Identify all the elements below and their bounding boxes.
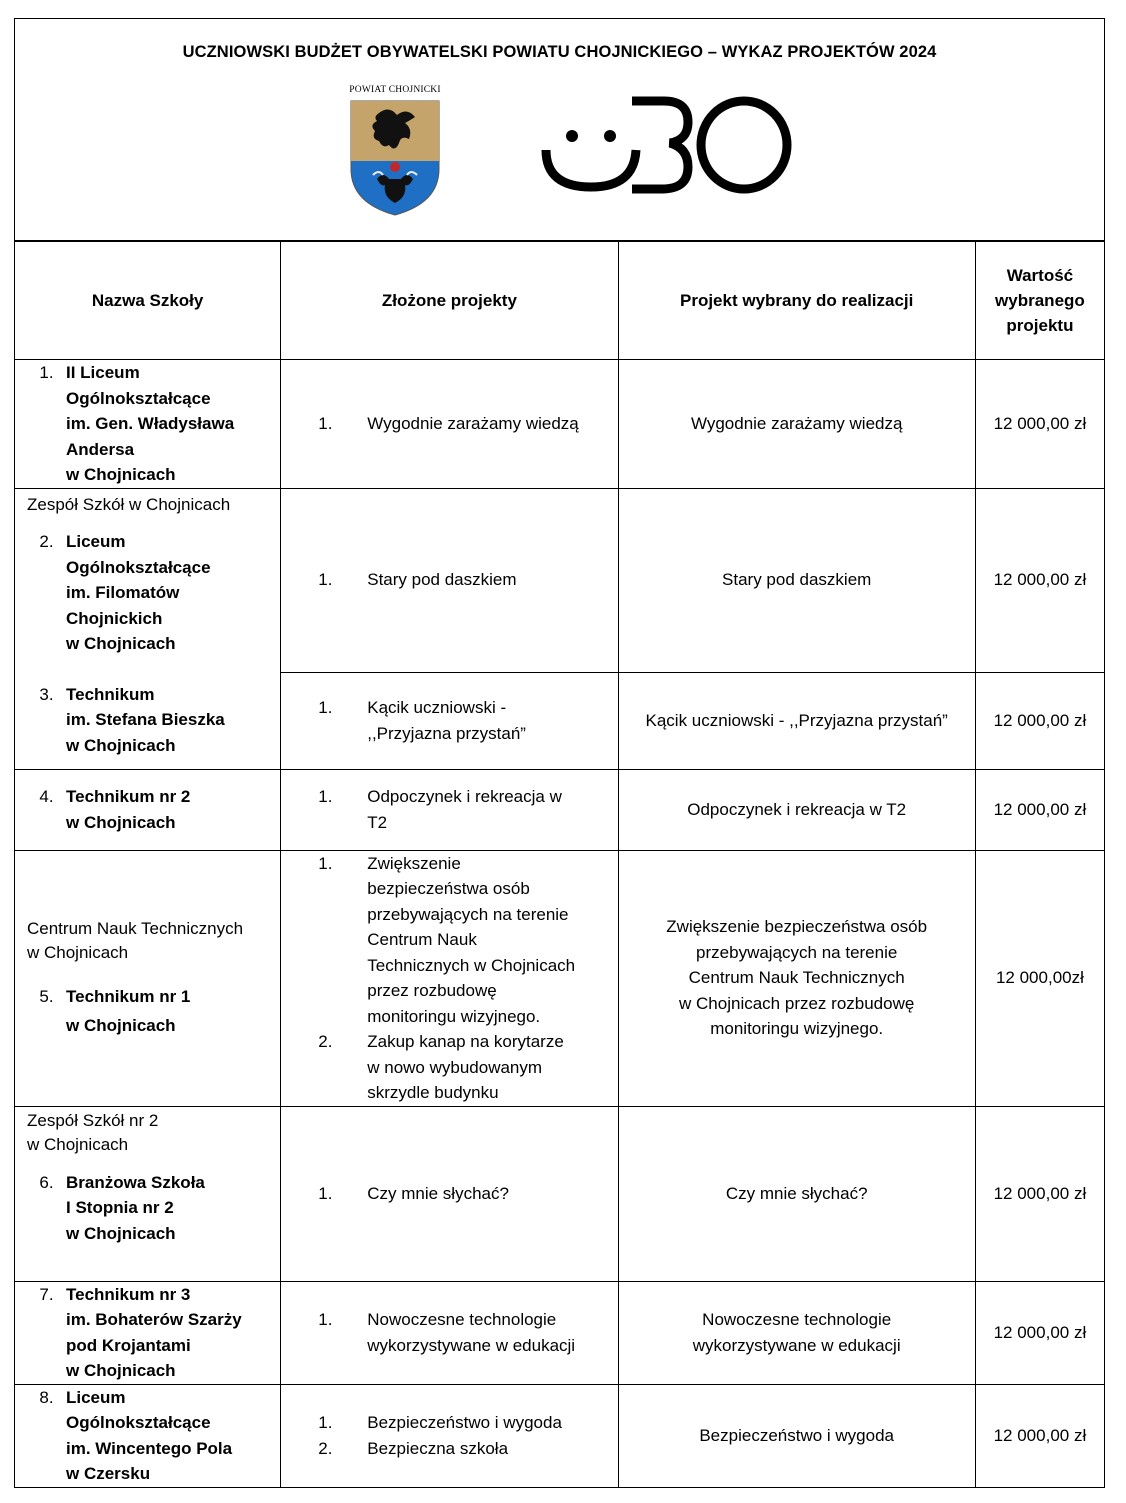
school-group-name (27, 1109, 276, 1158)
document-page (14, 18, 1105, 1488)
school-name-line: im. Bohaterów Szarży (66, 1310, 242, 1329)
value-cell: 12 000,00 zł (975, 769, 1104, 850)
school-number: 1. (39, 363, 54, 382)
submitted-projects-cell (281, 850, 618, 1106)
project-number: 1. (318, 570, 333, 590)
selected-project-line: Centrum Nauk Technicznych (688, 968, 905, 988)
school-number: 2. (39, 532, 54, 551)
project-line: przez rozbudowę (367, 981, 497, 1000)
project-line: Centrum Nauk (367, 930, 477, 949)
school-name-line: w Chojnicach (66, 812, 176, 832)
school-group-line: Centrum Nauk Technicznych (27, 918, 244, 938)
selected-project-line: wykorzystywane w edukacji (692, 1335, 901, 1355)
submitted-projects-cell (281, 769, 618, 850)
submitted-projects-cell (281, 672, 618, 769)
header-selected: Projekt wybrany do realizacji (618, 241, 975, 360)
school-name-line: im. Wincentego Pola (66, 1438, 233, 1458)
selected-project-cell (618, 672, 975, 769)
school-name-line: Andersa (66, 439, 135, 459)
school-name-line: im. Gen. Władysława (66, 414, 235, 433)
project-number: 2. (318, 1032, 333, 1051)
school-name-line: w Chojnicach (66, 1361, 176, 1380)
school-name-line: Technikum nr 2 (66, 787, 191, 806)
selected-project-line: Nowoczesne technologie (702, 1310, 892, 1329)
school-number: 5. (39, 986, 54, 1006)
value-cell: 12 000,00 zł (975, 488, 1104, 672)
table-row (15, 1281, 1105, 1384)
project-line: Odpoczynek i rekreacja w (367, 787, 562, 806)
submitted-projects-cell (281, 360, 618, 489)
table-header-row (15, 241, 1105, 360)
selected-project-cell (618, 1281, 975, 1384)
selected-project-line: Bezpieczeństwo i wygoda (699, 1425, 895, 1445)
selected-project-line: przebywających na terenie (696, 942, 898, 962)
school-cell (15, 769, 281, 850)
school-number: 7. (39, 1284, 54, 1304)
school-name-line: im. Filomatów (66, 583, 180, 602)
submitted-projects-cell (281, 1281, 618, 1384)
school-name-line: Liceum (66, 532, 126, 551)
school-name-line: Chojnickich (66, 608, 163, 628)
selected-project-cell (618, 488, 975, 672)
school-group-line: w Chojnicach (27, 1135, 129, 1154)
selected-project-cell (618, 360, 975, 489)
table-row (15, 1384, 1105, 1487)
school-name-line: im. Stefana Bieszka (66, 710, 225, 729)
school-name-line: Ogólnokształcące (66, 388, 211, 408)
project-line: Stary pod daszkiem (367, 570, 517, 590)
ubo-logo-icon (538, 95, 792, 195)
submitted-projects-cell (281, 1384, 618, 1487)
school-name-line: I Stopnia nr 2 (66, 1198, 174, 1217)
table-row (15, 360, 1105, 489)
value-cell: 12 000,00zł (975, 850, 1104, 1106)
school-group-name: Zespół Szkół w Chojnicach (27, 494, 231, 514)
selected-project-line: Zwiększenie bezpieczeństwa osób (666, 917, 928, 937)
project-number: 1. (318, 853, 333, 873)
project-line: Bezpieczeństwo i wygoda (367, 1413, 562, 1432)
school-name-line: w Chojnicach (66, 634, 176, 653)
selected-project-line: Kącik uczniowski - ,,Przyjazna przystań” (645, 710, 948, 730)
project-number: 1. (318, 787, 333, 806)
school-cell (15, 360, 281, 489)
project-line: przebywających na terenie (367, 904, 569, 924)
project-line: T2 (367, 812, 388, 832)
document-title: UCZNIOWSKI BUDŻET OBYWATELSKI POWIATU CHOJNICKIEGO – WYKAZ PROJEKTÓW 2024 (182, 43, 937, 61)
projects-table (14, 240, 1105, 1488)
value-cell: 12 000,00 zł (975, 672, 1104, 769)
school-number: 4. (39, 787, 54, 806)
project-number: 1. (318, 1310, 333, 1329)
school-cell (15, 1281, 281, 1384)
table-row (15, 488, 1105, 672)
school-name-line: w Chojnicach (66, 1015, 176, 1035)
selected-project-line: Czy mnie słychać? (725, 1183, 868, 1203)
header-value-line: Wartość (1006, 265, 1074, 285)
school-name-line: Technikum nr 1 (66, 986, 191, 1006)
selected-project-line: Odpoczynek i rekreacja w T2 (687, 799, 907, 819)
selected-project-cell (618, 769, 975, 850)
school-name-line: w Chojnicach (66, 465, 176, 484)
value-cell: 12 000,00 zł (975, 1384, 1104, 1487)
document-header (14, 18, 1105, 242)
header-value-line: projektu (1006, 315, 1074, 335)
project-line: Zwiększenie (367, 853, 461, 873)
project-line: Czy mnie słychać? (367, 1183, 509, 1203)
header-submitted: Złożone projekty (281, 241, 618, 360)
project-number: 1. (318, 414, 333, 433)
school-name-line: Technikum nr 3 (66, 1284, 191, 1304)
project-line: Wygodnie zarażamy wiedzą (367, 414, 579, 433)
school-cell (15, 1384, 281, 1487)
table-row (15, 1106, 1105, 1281)
project-line: Kącik uczniowski - (367, 698, 507, 717)
submitted-projects-cell (281, 488, 618, 672)
project-line: ,,Przyjazna przystań” (367, 723, 526, 743)
school-name-line: w Chojnicach (66, 735, 176, 755)
header-value-line: wybranego (995, 290, 1085, 310)
project-line: wykorzystywane w edukacji (367, 1335, 576, 1355)
school-name-line: Ogólnokształcące (66, 1413, 211, 1432)
school-name-line: Liceum (66, 1387, 126, 1407)
project-line: Nowoczesne technologie (367, 1310, 557, 1329)
school-name-line: w Chojnicach (66, 1223, 176, 1243)
school-name-line: w Czersku (66, 1464, 151, 1483)
selected-project-line: Wygodnie zarażamy wiedzą (690, 414, 903, 433)
value-cell: 12 000,00 zł (975, 1106, 1104, 1281)
school-name-line: Ogólnokształcące (66, 557, 211, 577)
selected-project-line: Stary pod daszkiem (722, 570, 872, 590)
project-line: w nowo wybudowanym (367, 1057, 543, 1077)
table-row (15, 850, 1105, 1106)
project-line: Zakup kanap na korytarze (367, 1032, 564, 1051)
school-number: 6. (39, 1172, 54, 1192)
project-line: Technicznych w Chojnicach (367, 955, 576, 975)
school-group-line: Zespół Szkół nr 2 (27, 1110, 159, 1130)
value-cell: 12 000,00 zł (975, 360, 1104, 489)
header-value (975, 241, 1104, 360)
header-school: Nazwa Szkoły (15, 241, 281, 360)
selected-project-cell (618, 1106, 975, 1281)
project-number: 1. (318, 1183, 333, 1203)
crest-label: POWIAT CHOJNICKI (349, 85, 441, 95)
school-number: 3. (39, 684, 54, 704)
selected-project-cell (618, 1384, 975, 1487)
project-number: 1. (318, 1413, 333, 1432)
table-row (15, 769, 1105, 850)
school-number: 8. (39, 1387, 54, 1407)
selected-project-cell (618, 850, 975, 1106)
project-number: 2. (318, 1438, 333, 1458)
school-name-line: pod Krojantami (66, 1335, 191, 1355)
value-cell: 12 000,00 zł (975, 1281, 1104, 1384)
school-name-line: Branżowa Szkoła (66, 1172, 205, 1192)
submitted-projects-cell (281, 1106, 618, 1281)
project-line: bezpieczeństwa osób (367, 879, 530, 898)
selected-project-line: w Chojnicach przez rozbudowę (679, 993, 915, 1013)
school-cell (15, 850, 281, 1106)
ubo-logo (538, 95, 792, 200)
school-group-name (27, 917, 276, 966)
selected-project-line: monitoringu wizyjnego. (710, 1019, 884, 1039)
project-number: 1. (318, 698, 333, 717)
project-line: Bezpieczna szkoła (367, 1438, 509, 1458)
school-cell (15, 488, 281, 769)
school-group-line: w Chojnicach (27, 943, 129, 962)
school-name-line: Technikum (66, 684, 155, 704)
project-line: monitoringu wizyjnego. (367, 1006, 541, 1026)
school-name-line: II Liceum (66, 363, 140, 382)
project-line: skrzydle budynku (367, 1083, 499, 1102)
crest-shield-icon (349, 99, 441, 217)
school-cell (15, 1106, 281, 1281)
powiat-chojnicki-crest (347, 85, 443, 219)
